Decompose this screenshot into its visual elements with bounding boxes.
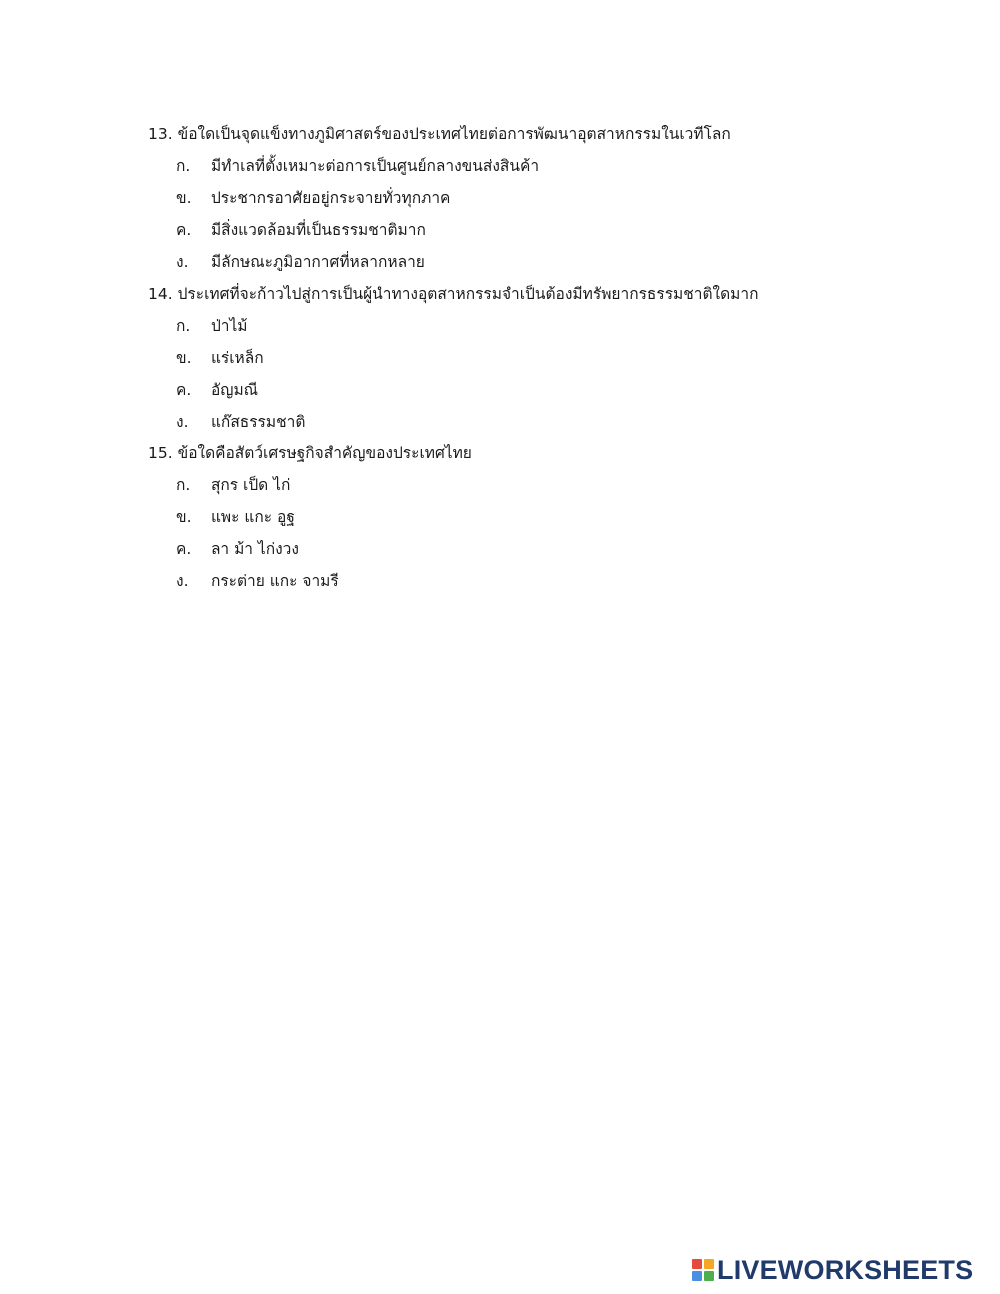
choice-text: ป่าไม้: [210, 317, 248, 335]
choice-14-c: [176, 380, 258, 400]
choice-13-d: [176, 252, 425, 272]
logo-square: [704, 1259, 714, 1269]
brand-watermark: [692, 1255, 973, 1285]
question-text: ข้อใดเป็นจุดแข็งทางภูมิศาสตร์ของประเทศไทยต่อการพัฒนาอุตสาหกรรมในเวทีโลก: [177, 125, 731, 143]
choice-13-a: [176, 156, 539, 176]
choice-letter: ข.: [176, 189, 192, 207]
choice-text: แก๊สธรรมชาติ: [210, 413, 306, 431]
liveworksheets-logo-icon: [692, 1259, 714, 1281]
choice-15-d: [176, 571, 339, 591]
choice-text: ประชากรอาศัยอยู่กระจายทั่วทุกภาค: [210, 189, 451, 207]
choice-letter: ก.: [176, 157, 191, 175]
choice-letter: ก.: [176, 476, 191, 494]
brand-name: LIVEWORKSHEETS: [717, 1255, 974, 1285]
choice-14-b: [176, 348, 264, 368]
choice-text: กระต่าย แกะ จามรี: [210, 572, 339, 590]
choice-text: มีลักษณะภูมิอากาศที่หลากหลาย: [210, 253, 425, 271]
question-14: [148, 284, 758, 304]
choice-text: แพะ แกะ อูฐ: [210, 508, 295, 526]
choice-letter: ข.: [176, 349, 192, 367]
question-15: [148, 443, 472, 463]
choice-letter: ง.: [176, 572, 189, 590]
choice-15-c: [176, 539, 299, 559]
question-number: 15.: [148, 444, 173, 462]
question-13: [148, 124, 731, 144]
choice-13-b: [176, 188, 450, 208]
question-text: ประเทศที่จะก้าวไปสู่การเป็นผู้นำทางอุตสาหกรรมจำเป็นต้องมีทรัพยากรธรรมชาติใดมาก: [177, 285, 759, 303]
choice-text: แร่เหล็ก: [210, 349, 264, 367]
question-text: ข้อใดคือสัตว์เศรษฐกิจสำคัญของประเทศไทย: [177, 444, 472, 462]
question-number: 13.: [148, 125, 173, 143]
logo-square: [692, 1259, 702, 1269]
question-number: 14.: [148, 285, 173, 303]
choice-text: มีสิ่งแวดล้อมที่เป็นธรรมชาติมาก: [210, 221, 426, 239]
choice-14-a: [176, 316, 248, 336]
choice-letter: ง.: [176, 413, 189, 431]
choice-text: ลา ม้า ไก่งวง: [210, 540, 299, 558]
choice-letter: ค.: [176, 381, 192, 399]
choice-letter: ค.: [176, 221, 192, 239]
choice-letter: ก.: [176, 317, 191, 335]
choice-letter: ข.: [176, 508, 192, 526]
logo-square: [704, 1271, 714, 1281]
choice-14-d: [176, 412, 305, 432]
choice-text: อัญมณี: [210, 381, 259, 399]
logo-square: [692, 1271, 702, 1281]
choice-text: มีทำเลที่ตั้งเหมาะต่อการเป็นศูนย์กลางขนส่งสินค้า: [210, 157, 540, 175]
choice-15-b: [176, 507, 295, 527]
choice-text: สุกร เป็ด ไก่: [210, 476, 291, 494]
choice-letter: ค.: [176, 540, 192, 558]
choice-15-a: [176, 475, 290, 495]
choice-letter: ง.: [176, 253, 189, 271]
choice-13-c: [176, 220, 426, 240]
